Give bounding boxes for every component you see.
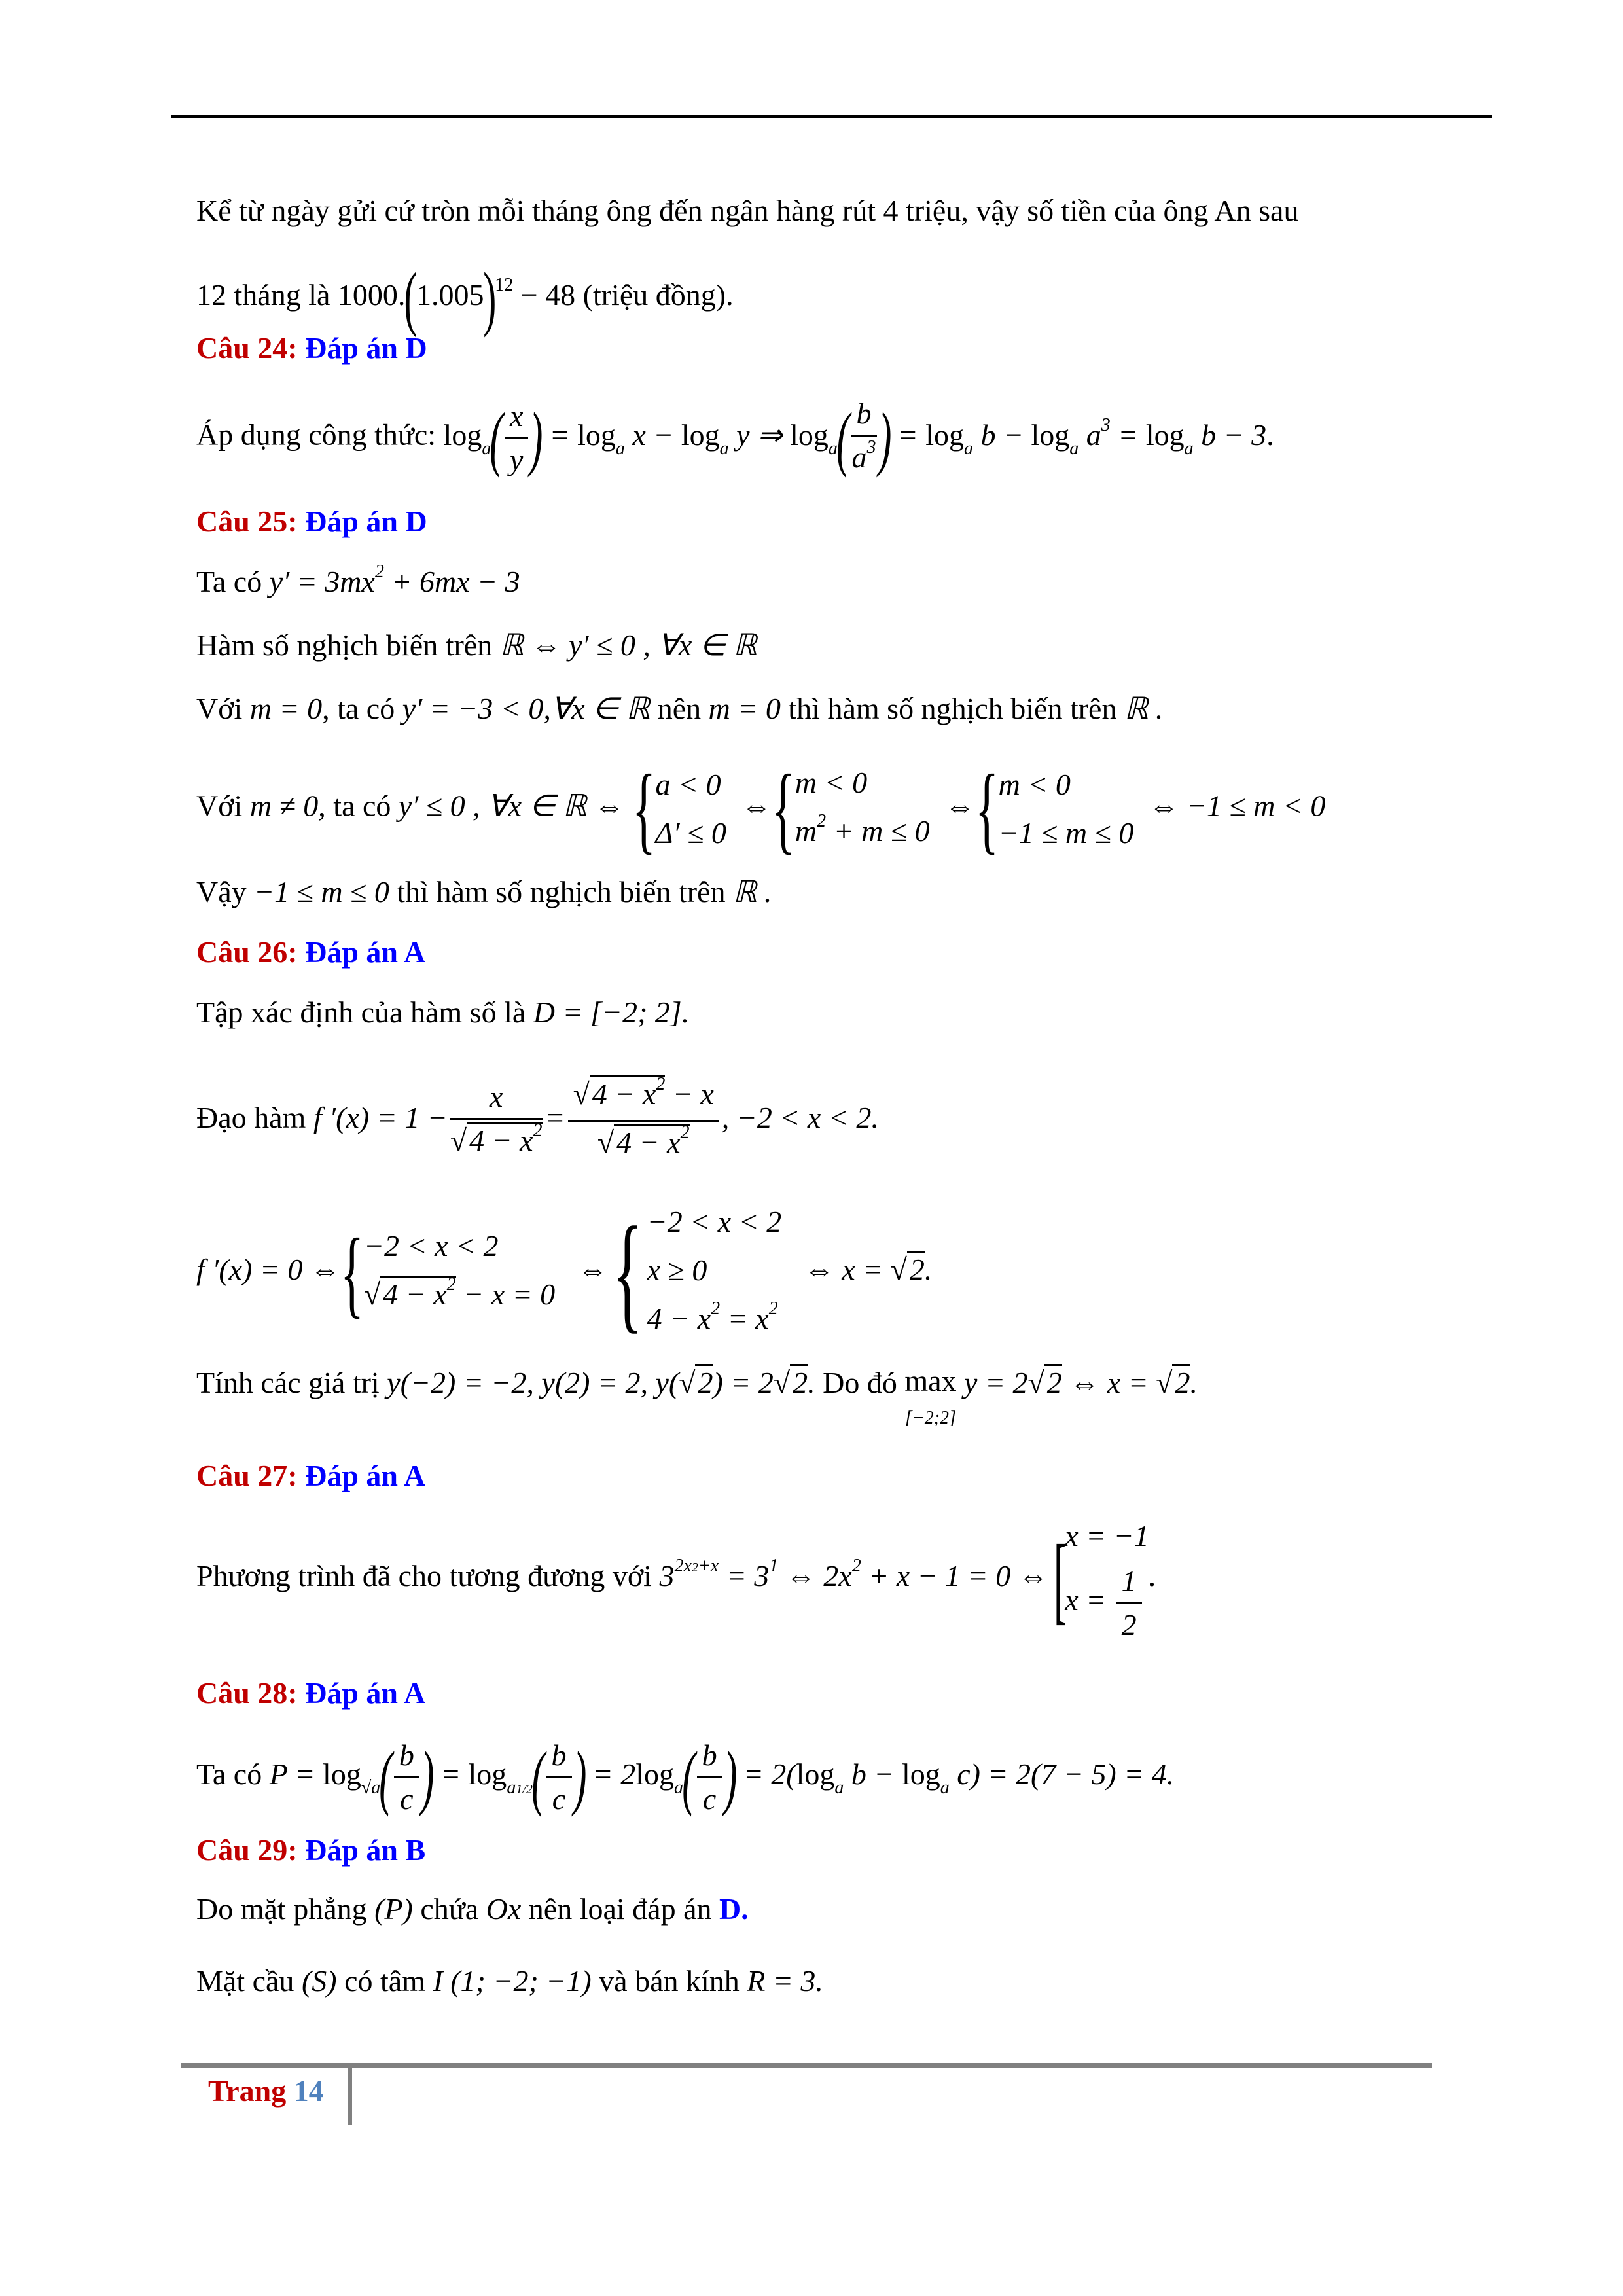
c25-line-2: Hàm số nghịch biến trên ℝ ⇔ y′ ≤ 0 , ∀x ∈ ℝ <box>196 628 757 662</box>
c25-line-1: Ta có $y' = 3mx^2 + 6mx - 3$ <box>196 562 520 598</box>
question-26-heading: Câu 26: Đáp án A <box>196 935 426 969</box>
c26-line-3: f ′(x) = 0 ⇔{ −2 < x < 2 $√4 - x^2 - x = 0$ ⇔{ −2 < x < 2 x ≥ 0 $4 - x^2 = x^2$ ⇔ x = √2. <box>196 1200 933 1345</box>
intro-line-1 <box>196 193 1298 228</box>
intro-line-2 <box>196 257 734 340</box>
question-25-heading: Câu 25: Đáp án D <box>196 505 427 538</box>
question-27-heading: Câu 27: Đáp án A <box>196 1459 426 1492</box>
footer-label: Trang <box>208 2074 287 2108</box>
page-number: 14 <box>293 2074 324 2108</box>
question-29-heading: Câu 29: Đáp án B <box>196 1833 426 1867</box>
footer-rule <box>181 2063 1432 2068</box>
c29-line-1: Do mặt phẳng (P) chứa Ox nên loại đáp án D. <box>196 1892 749 1926</box>
c28-line-1: Ta có $P = \log_{√a}$( $\frac{b}{c}$ ) = $\log_{a1/2}$( $\frac{b}{c}$ ) = $2\log_a$( $\frac{b}{c}$ ) = $2(\log_a$ $b - \log_a c) = 2(7 - 5) = 4$. <box>196 1734 1174 1820</box>
c25-line-5: Vậy −1 ≤ m ≤ 0 thì hàm số nghịch biến trên ℝ . <box>196 875 772 908</box>
intro-text-1: Kể từ ngày gửi cứ tròn mỗi tháng ông đến ngân hàng rút 4 triệu, vậy số tiền của ông An sau <box>196 194 1299 227</box>
c27-line-1: Phương trình đã cho tương đương với $3^{2x2+x} = 3^1$ ⇔ $2x^2 + x - 1 = 0$ ⇔ [ x = −1 x = $\frac{1}{2}$ . <box>196 1519 1157 1641</box>
c24-formula: $\log_a$( $\frac{x}{y}$ ) = $\log_a x - \log_a y$ ⇒ $\log_a$( $\frac{b}{a^3}$ ) = $\log_a b - \log_a a^3 = \log_a b - 3$. <box>444 418 1274 452</box>
intro-suffix: (triệu đồng). <box>582 278 734 312</box>
footer-divider <box>348 2066 352 2125</box>
intro-prefix: 12 tháng là <box>196 278 330 312</box>
c29-line-2: Mặt cầu (S) có tâm I (1; −2; −1) và bán kính R = 3. <box>196 1964 823 1998</box>
formula-savings: $1000.(1.005)^{12} - 48$ <box>337 258 576 338</box>
question-24-body <box>196 393 1274 483</box>
c25-line-4: Với m ≠ 0, ta có y′ ≤ 0 , ∀x ∈ ℝ ⇔ { a < 0 Δ′ ≤ 0 ⇔{ m < 0 $m^2 + m \le 0$ ⇔{ m < 0 −1 ≤ m ≤ 0 ⇔ −1 ≤ m < 0 <box>196 755 1326 863</box>
c26-line-1: Tập xác định của hàm số là D = [−2; 2]. <box>196 996 690 1029</box>
c25-line-3: Với m = 0, ta có y′ = −3 < 0,∀x ∈ ℝ nên m = 0 thì hàm số nghịch biến trên ℝ . <box>196 692 1164 725</box>
c26-line-4: Tính các giá trị y(−2) = −2, y(2) = 2, y(√2) = 2√2. Do đó max [−2;2] y = 2√2 ⇔ x = √2. <box>196 1364 1198 1428</box>
question-24-heading: Câu 24: Đáp án D <box>196 331 427 365</box>
page-footer <box>208 2073 324 2108</box>
header-rule <box>171 115 1492 118</box>
c26-line-2: Đạo hàm f ′(x) = 1 − $\frac{x}{√4 - x^2}$ = $\frac{√4 - x^2 - x}{√4 - x^2}$ , −2 < x < 2. <box>196 1074 879 1159</box>
question-28-heading: Câu 28: Đáp án A <box>196 1676 426 1710</box>
c24-text: Áp dụng công thức: <box>196 418 437 452</box>
